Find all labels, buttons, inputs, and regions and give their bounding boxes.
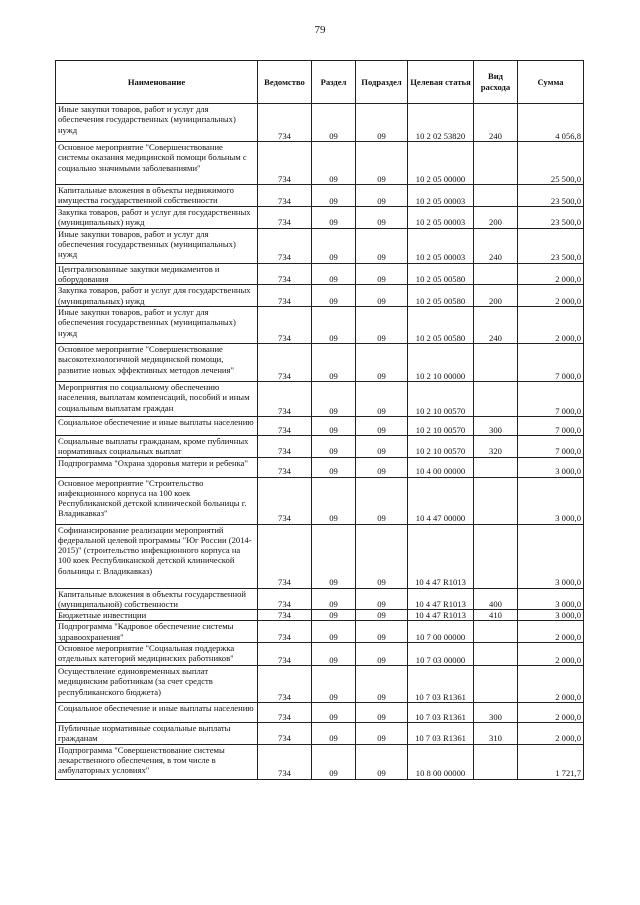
table-row [56, 610, 584, 621]
cell-target: 10 2 05 00003 [408, 185, 474, 207]
cell-section: 09 [312, 703, 356, 723]
cell-subsection: 09 [356, 457, 408, 477]
cell-expense-type [474, 643, 518, 666]
cell-section: 09 [312, 381, 356, 416]
header-subsection: Подраздел [356, 61, 408, 104]
cell-subsection: 09 [356, 435, 408, 457]
cell-section: 09 [312, 343, 356, 381]
header-amount: Сумма [518, 61, 584, 104]
cell-name: Иные закупки товаров, работ и услуг для обеспечения государственных (муниципальных) нужд [56, 104, 258, 142]
cell-section: 09 [312, 263, 356, 285]
cell-target: 10 2 05 00580 [408, 285, 474, 307]
cell-section: 09 [312, 142, 356, 185]
cell-amount: 3 000,0 [518, 524, 584, 588]
cell-expense-type: 300 [474, 416, 518, 435]
cell-target: 10 7 00 00000 [408, 621, 474, 643]
cell-name: Капитальные вложения в объекты недвижимого имущества государственной собственности [56, 185, 258, 207]
table-row [56, 457, 584, 477]
cell-department: 734 [258, 524, 312, 588]
header-department: Ведомство [258, 61, 312, 104]
cell-target: 10 4 47 R1013 [408, 588, 474, 610]
cell-section: 09 [312, 610, 356, 621]
cell-target: 10 4 47 00000 [408, 477, 474, 524]
cell-name: Социальное обеспечение и иные выплаты населению [56, 416, 258, 435]
cell-amount: 2 000,0 [518, 666, 584, 703]
cell-department: 734 [258, 666, 312, 703]
cell-subsection: 09 [356, 381, 408, 416]
header-section: Раздел [312, 61, 356, 104]
cell-target: 10 2 10 00570 [408, 381, 474, 416]
cell-name: Централизованные закупки медикаментов и оборудования [56, 263, 258, 285]
table-row [56, 643, 584, 666]
cell-subsection: 09 [356, 306, 408, 343]
cell-subsection: 09 [356, 477, 408, 524]
cell-expense-type: 200 [474, 285, 518, 307]
table-row [56, 343, 584, 381]
cell-expense-type [474, 524, 518, 588]
cell-name: Иные закупки товаров, работ и услуг для обеспечения государственных (муниципальных) нужд [56, 306, 258, 343]
cell-department: 734 [258, 435, 312, 457]
table-row [56, 185, 584, 207]
table-row [56, 263, 584, 285]
cell-section: 09 [312, 306, 356, 343]
cell-subsection: 09 [356, 524, 408, 588]
cell-target: 10 2 10 00000 [408, 343, 474, 381]
page-number: 79 [314, 24, 326, 36]
cell-expense-type [474, 343, 518, 381]
cell-department: 734 [258, 457, 312, 477]
cell-department: 734 [258, 621, 312, 643]
table-row [56, 723, 584, 745]
cell-department: 734 [258, 610, 312, 621]
cell-amount: 2 000,0 [518, 306, 584, 343]
cell-amount: 7 000,0 [518, 435, 584, 457]
cell-subsection: 09 [356, 666, 408, 703]
cell-target: 10 7 03 R1361 [408, 666, 474, 703]
cell-section: 09 [312, 104, 356, 142]
cell-target: 10 7 03 00000 [408, 643, 474, 666]
cell-subsection: 09 [356, 588, 408, 610]
cell-department: 734 [258, 477, 312, 524]
cell-amount: 3 000,0 [518, 457, 584, 477]
cell-expense-type [474, 381, 518, 416]
cell-name: Основное мероприятие "Социальная поддержка отдельных категорий медицинских работников" [56, 643, 258, 666]
cell-name: Подпрограмма "Совершенствование системы лекарственного обеспечения, в том числе в амбулаторных условиях" [56, 744, 258, 779]
cell-amount: 4 056,8 [518, 104, 584, 142]
cell-department: 734 [258, 643, 312, 666]
cell-department: 734 [258, 744, 312, 779]
cell-department: 734 [258, 588, 312, 610]
cell-name: Подпрограмма "Кадровое обеспечение системы здравоохранения" [56, 621, 258, 643]
cell-name: Осуществление единовременных выплат медицинским работникам (за счет средств республиканского бюджета) [56, 666, 258, 703]
table-row [56, 703, 584, 723]
cell-department: 734 [258, 142, 312, 185]
cell-name: Закупка товаров, работ и услуг для государственных (муниципальных) нужд [56, 285, 258, 307]
cell-target: 10 2 05 00003 [408, 228, 474, 263]
cell-name: Мероприятия по социальному обеспечению населения, выплатам компенсаций, пособий и иным социальным выплатам граждан [56, 381, 258, 416]
cell-subsection: 09 [356, 207, 408, 229]
cell-expense-type [474, 185, 518, 207]
cell-amount: 3 000,0 [518, 588, 584, 610]
cell-target: 10 4 47 R1013 [408, 524, 474, 588]
cell-amount: 2 000,0 [518, 703, 584, 723]
cell-section: 09 [312, 185, 356, 207]
table-row [56, 285, 584, 307]
cell-target: 10 2 02 53820 [408, 104, 474, 142]
header-name: Наименование [56, 61, 258, 104]
cell-expense-type: 200 [474, 207, 518, 229]
cell-department: 734 [258, 343, 312, 381]
cell-section: 09 [312, 588, 356, 610]
cell-department: 734 [258, 703, 312, 723]
cell-name: Иные закупки товаров, работ и услуг для обеспечения государственных (муниципальных) нужд [56, 228, 258, 263]
table-row [56, 142, 584, 185]
cell-subsection: 09 [356, 185, 408, 207]
cell-subsection: 09 [356, 723, 408, 745]
cell-target: 10 2 05 00580 [408, 306, 474, 343]
cell-name: Публичные нормативные социальные выплаты гражданам [56, 723, 258, 745]
cell-amount: 7 000,0 [518, 381, 584, 416]
table-row [56, 306, 584, 343]
cell-section: 09 [312, 207, 356, 229]
cell-section: 09 [312, 744, 356, 779]
cell-department: 734 [258, 306, 312, 343]
cell-target: 10 2 10 00570 [408, 435, 474, 457]
table-row [56, 524, 584, 588]
cell-amount: 3 000,0 [518, 610, 584, 621]
cell-subsection: 09 [356, 703, 408, 723]
cell-expense-type: 300 [474, 703, 518, 723]
table-row [56, 104, 584, 142]
cell-amount: 7 000,0 [518, 343, 584, 381]
cell-name: Подпрограмма "Охрана здоровья матери и ребенка" [56, 457, 258, 477]
table-row [56, 744, 584, 779]
cell-name: Закупка товаров, работ и услуг для государственных (муниципальных) нужд [56, 207, 258, 229]
cell-expense-type: 310 [474, 723, 518, 745]
cell-amount: 2 000,0 [518, 723, 584, 745]
cell-section: 09 [312, 643, 356, 666]
cell-expense-type [474, 142, 518, 185]
cell-subsection: 09 [356, 744, 408, 779]
cell-expense-type [474, 621, 518, 643]
cell-section: 09 [312, 621, 356, 643]
cell-subsection: 09 [356, 416, 408, 435]
table-row [56, 477, 584, 524]
cell-amount: 2 000,0 [518, 643, 584, 666]
cell-amount: 2 000,0 [518, 285, 584, 307]
cell-subsection: 09 [356, 285, 408, 307]
cell-expense-type: 320 [474, 435, 518, 457]
cell-subsection: 09 [356, 104, 408, 142]
cell-expense-type: 410 [474, 610, 518, 621]
cell-department: 734 [258, 723, 312, 745]
cell-amount: 23 500,0 [518, 228, 584, 263]
cell-expense-type [474, 666, 518, 703]
cell-subsection: 09 [356, 621, 408, 643]
cell-amount: 1 721,7 [518, 744, 584, 779]
cell-target: 10 2 05 00003 [408, 207, 474, 229]
cell-subsection: 09 [356, 343, 408, 381]
cell-amount: 7 000,0 [518, 416, 584, 435]
cell-name: Основное мероприятие "Совершенствование высокотехнологичной медицинской помощи, развитие новых эффективных методов лечения" [56, 343, 258, 381]
table-header [56, 61, 584, 104]
cell-amount: 2 000,0 [518, 263, 584, 285]
cell-target: 10 7 03 R1361 [408, 703, 474, 723]
cell-name: Основное мероприятие "Строительство инфекционного корпуса на 100 коек Республиканской детской клинической больницы г. Владикавказ" [56, 477, 258, 524]
cell-department: 734 [258, 263, 312, 285]
cell-name: Капитальные вложения в объекты государственной (муниципальной) собственности [56, 588, 258, 610]
cell-subsection: 09 [356, 610, 408, 621]
cell-target: 10 8 00 00000 [408, 744, 474, 779]
cell-subsection: 09 [356, 263, 408, 285]
cell-section: 09 [312, 416, 356, 435]
cell-section: 09 [312, 457, 356, 477]
cell-department: 734 [258, 207, 312, 229]
cell-section: 09 [312, 228, 356, 263]
table-row [56, 207, 584, 229]
cell-department: 734 [258, 228, 312, 263]
cell-section: 09 [312, 666, 356, 703]
cell-name: Основное мероприятие "Совершенствование системы оказания медицинской помощи больным с социально значимыми заболеваниями" [56, 142, 258, 185]
cell-subsection: 09 [356, 228, 408, 263]
header-target: Целевая статья [408, 61, 474, 104]
cell-target: 10 4 47 R1013 [408, 610, 474, 621]
cell-amount: 23 500,0 [518, 185, 584, 207]
cell-department: 734 [258, 104, 312, 142]
cell-amount: 23 500,0 [518, 207, 584, 229]
cell-department: 734 [258, 416, 312, 435]
cell-expense-type: 240 [474, 104, 518, 142]
cell-name: Бюджетные инвестиции [56, 610, 258, 621]
table-row [56, 588, 584, 610]
cell-section: 09 [312, 435, 356, 457]
cell-section: 09 [312, 285, 356, 307]
cell-department: 734 [258, 285, 312, 307]
cell-target: 10 2 10 00570 [408, 416, 474, 435]
table-row [56, 381, 584, 416]
cell-name: Социальные выплаты гражданам, кроме публичных нормативных социальных выплат [56, 435, 258, 457]
cell-subsection: 09 [356, 643, 408, 666]
cell-expense-type [474, 744, 518, 779]
cell-target: 10 2 05 00000 [408, 142, 474, 185]
cell-amount: 25 500,0 [518, 142, 584, 185]
table-row [56, 228, 584, 263]
cell-department: 734 [258, 185, 312, 207]
header-expense-type: Вид расхода [474, 61, 518, 104]
cell-target: 10 4 00 00000 [408, 457, 474, 477]
cell-expense-type [474, 477, 518, 524]
cell-expense-type: 240 [474, 306, 518, 343]
table-row [56, 416, 584, 435]
budget-table [55, 60, 584, 780]
cell-section: 09 [312, 723, 356, 745]
cell-section: 09 [312, 524, 356, 588]
cell-amount: 3 000,0 [518, 477, 584, 524]
cell-expense-type: 240 [474, 228, 518, 263]
cell-target: 10 2 05 00580 [408, 263, 474, 285]
cell-name: Социальное обеспечение и иные выплаты населению [56, 703, 258, 723]
cell-section: 09 [312, 477, 356, 524]
cell-expense-type: 400 [474, 588, 518, 610]
table-row [56, 666, 584, 703]
table-row [56, 621, 584, 643]
cell-department: 734 [258, 381, 312, 416]
table-body [56, 104, 584, 780]
cell-name: Софинансирование реализации мероприятий федеральной целевой программы "Юг России (2014-2015)" (строительство инфекционного корпуса на 100 коек Республиканской детской клинической больницы г. Владикавказ) [56, 524, 258, 588]
cell-expense-type [474, 263, 518, 285]
cell-expense-type [474, 457, 518, 477]
cell-amount: 2 000,0 [518, 621, 584, 643]
cell-subsection: 09 [356, 142, 408, 185]
cell-target: 10 7 03 R1361 [408, 723, 474, 745]
table-row [56, 435, 584, 457]
